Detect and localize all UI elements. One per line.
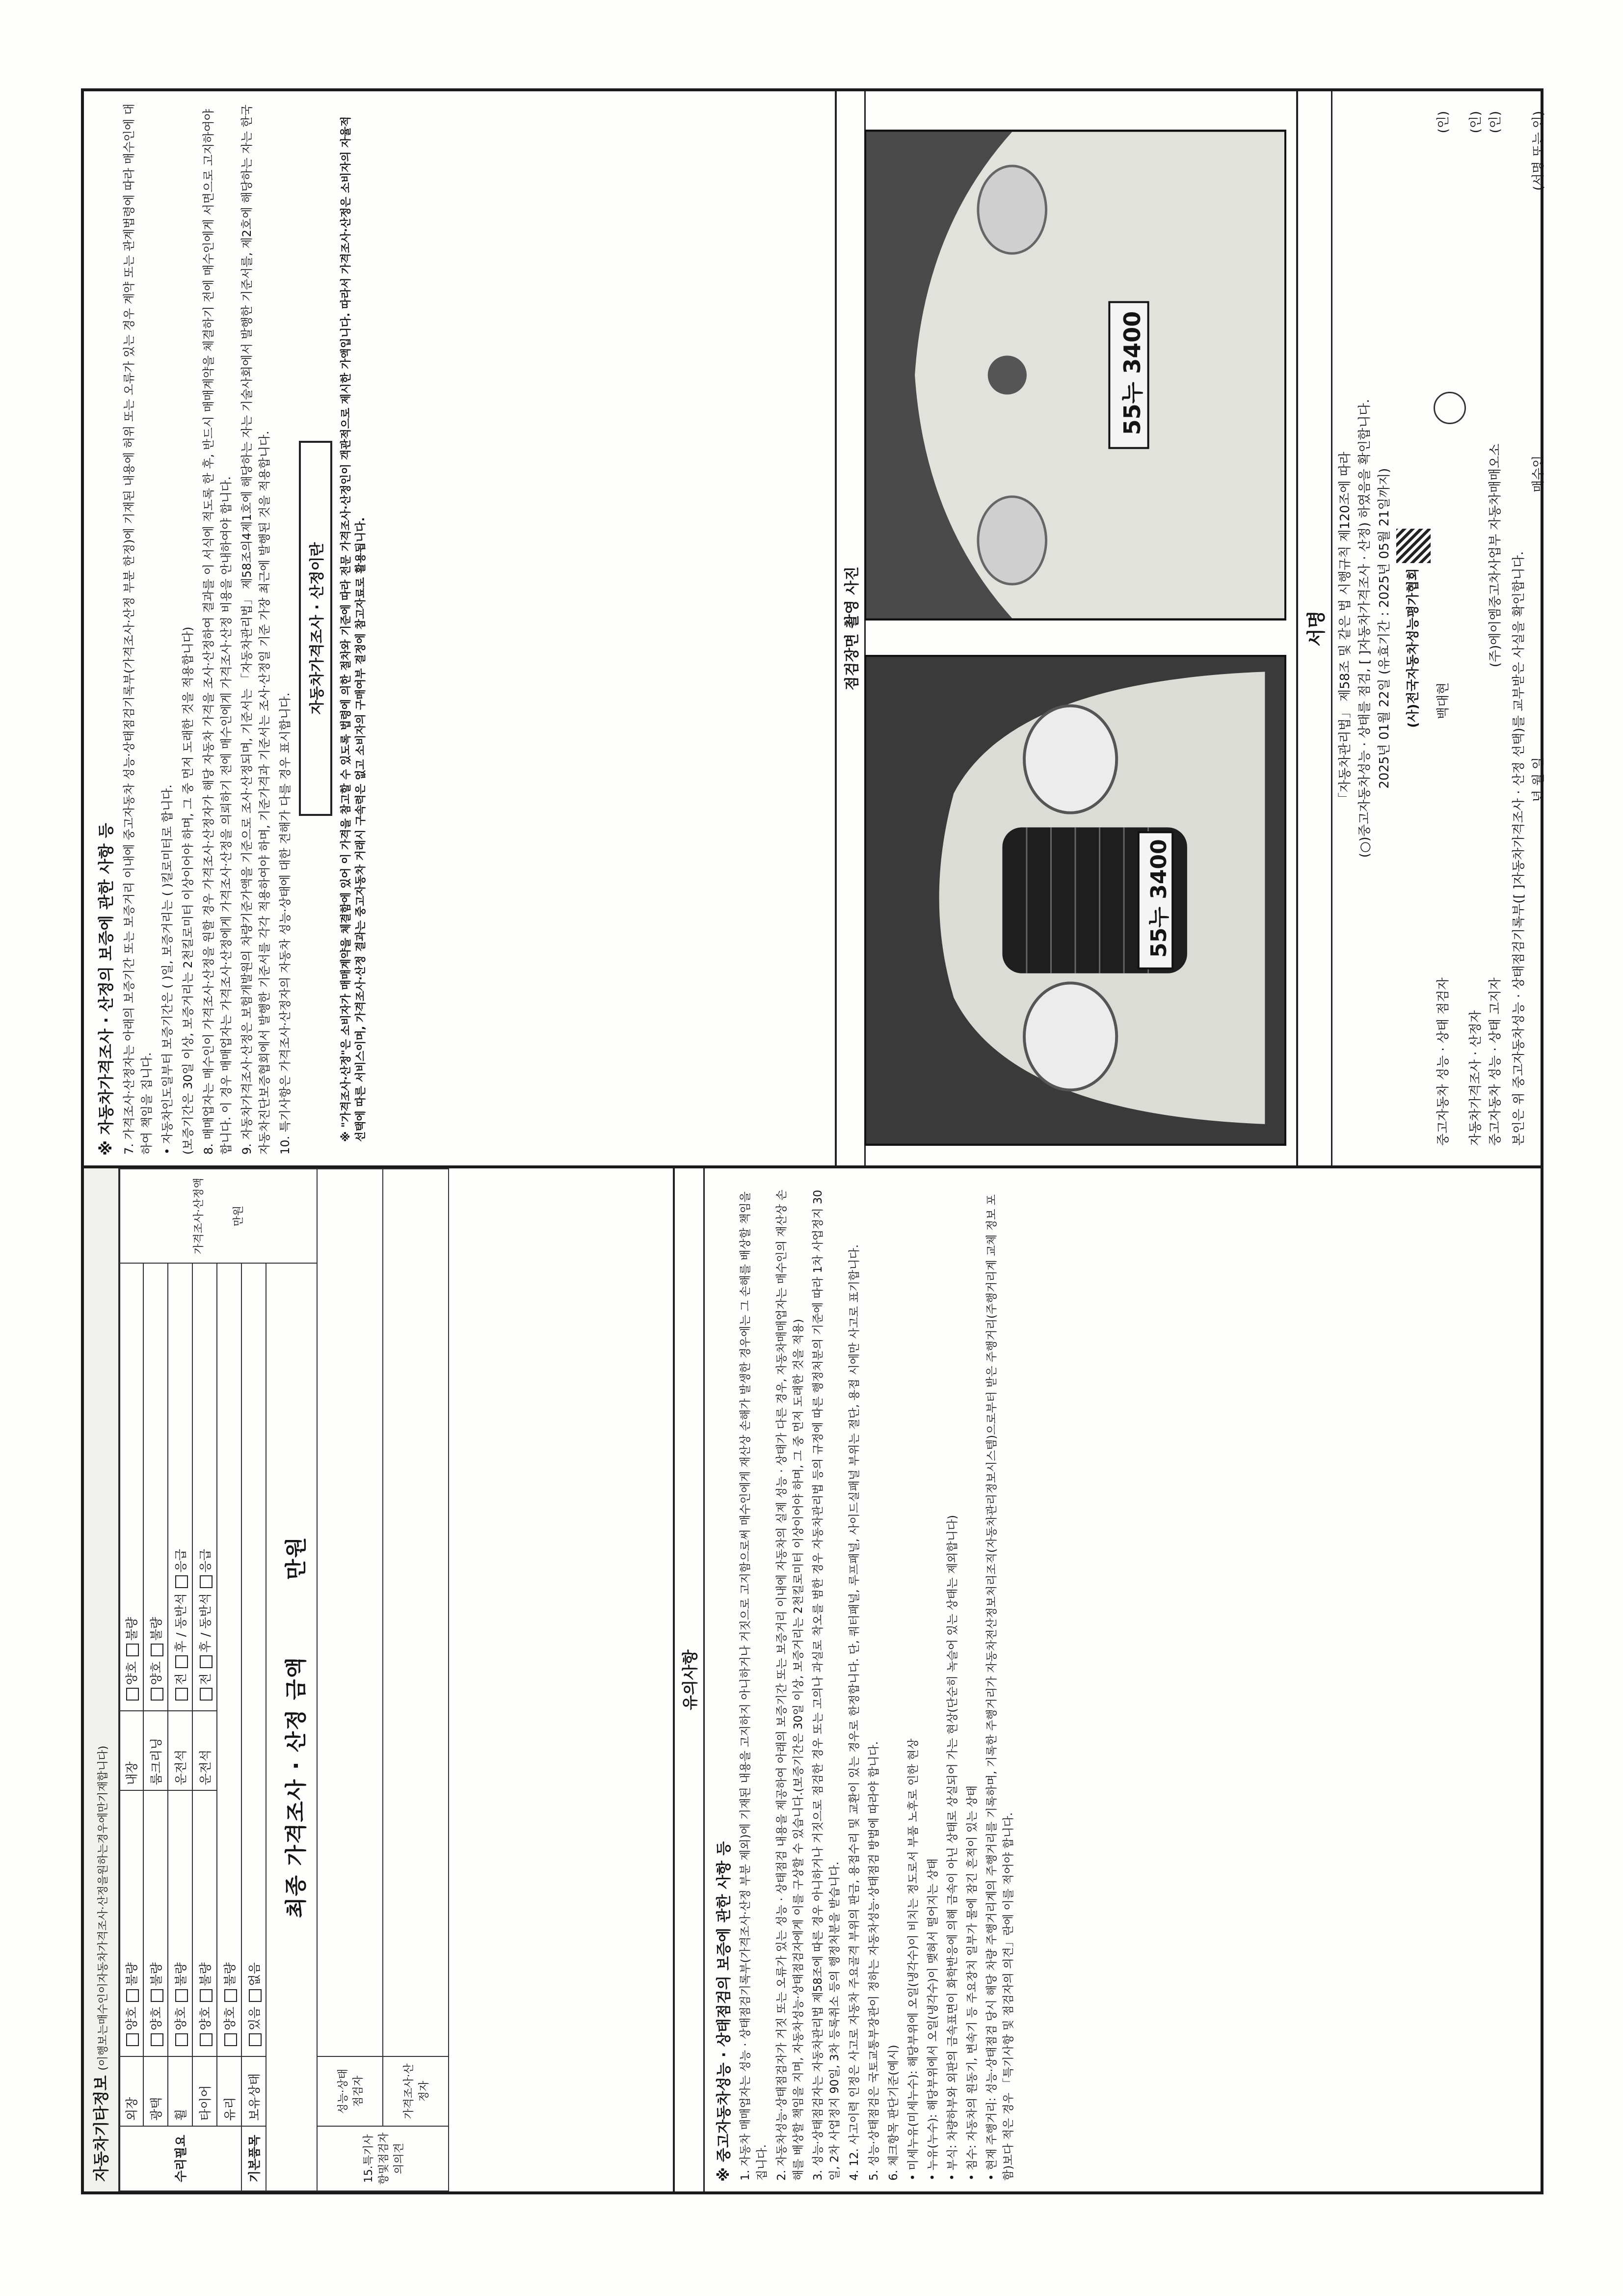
warranty-section-title: ※ 중고자동차성능 · 상태점검의 보증에 관한 사항 등	[716, 1841, 733, 2182]
stamp-icon	[1434, 392, 1466, 424]
checkbox[interactable]	[175, 1688, 188, 1701]
appraisal-list	[120, 102, 294, 1155]
checkbox[interactable]	[126, 1989, 139, 2002]
opt-cell: 전후 / 동반석응급	[192, 1263, 217, 1711]
front-photo-right	[864, 130, 1286, 621]
special-inspector: 성능·상태 점검자	[317, 2056, 383, 2126]
plate-left: 55누 3400	[1146, 839, 1171, 958]
item-possession: 보유상태	[241, 2056, 266, 2126]
role-notifier: 중고자동차 성능 · 상태 고지자	[1488, 977, 1503, 1146]
other-info-header	[84, 1168, 120, 2191]
special-appraiser-value	[383, 1169, 449, 2056]
left-panel	[84, 1165, 1541, 2191]
opt-cell	[241, 1263, 266, 2056]
opt-bad: 불량	[198, 1962, 213, 1986]
list-item: 5. 성능·상태점검은 국토교통부장관이 정하는 자동차성능·상태점검 방법에 따라야 합니다.	[868, 1741, 880, 2181]
item-driver-seat-2: 운전석	[192, 1711, 217, 1790]
opt-good: 양호	[149, 1661, 163, 1685]
opt-good: 양호	[174, 2006, 188, 2030]
role-inspector: 중고자동차 성능 · 상태 점검자	[1436, 977, 1451, 1146]
inspection-record-sheet	[81, 88, 1546, 2194]
checkbox[interactable]	[151, 1644, 163, 1656]
opt-yes: 있음	[247, 2006, 262, 2030]
caution-title: 유의사항	[673, 1168, 705, 2191]
checkbox[interactable]	[151, 1688, 163, 1701]
opt-tag: 동반석	[198, 1593, 213, 1629]
checkbox[interactable]	[249, 1989, 262, 2002]
sign-row-inspector	[1434, 111, 1466, 1146]
checkbox[interactable]	[175, 1575, 188, 1588]
checkbox[interactable]	[175, 1655, 188, 1668]
special-inspector-value	[317, 1169, 383, 2056]
opt-good: 양호	[223, 2006, 237, 2030]
company-name: (주)에이엠중고차사업부 자동차매매오소	[1488, 443, 1503, 668]
opt-cell	[143, 1790, 168, 2056]
checkbox[interactable]	[200, 1688, 213, 1701]
list-item: 1. 자동차 매매업자는 성능 · 상태점검기록부(가격조사·산정 부분 제외)에 기재된 내용을 고지하지 아니하거나 거짓으로 고지함으로써 매수인에게 재산상 손해가 발생한 경우에는 그 손해를 배상할 책임을 집니다.	[739, 1191, 769, 2181]
list-item: • 미세누유(미세누수): 해당부위에 오일(냉각수)이 비치는 정도로서 부품 노후로 인한 현상	[907, 1738, 920, 2181]
opt-bad: 불량	[125, 1962, 139, 1986]
item-polish: 광택	[143, 2056, 168, 2126]
signature-title: 서명	[1296, 91, 1332, 1165]
seal-1: (인)	[1436, 111, 1451, 134]
inspector-name: 백대현	[1436, 682, 1451, 720]
table-row	[119, 1169, 143, 2191]
checkbox[interactable]	[151, 1989, 163, 2002]
callout-title: 자동차가격조사 · 산정이란	[299, 441, 332, 816]
checkbox[interactable]	[126, 2033, 139, 2046]
car-front-photo	[866, 657, 1284, 1144]
opt-bad: 불량	[149, 1962, 163, 1986]
opt-good: 양호	[125, 1661, 139, 1685]
appraisal-section-title: ※ 자동차가격조사 · 산정의 보증에 관한 사항 등	[97, 823, 115, 1156]
opt-bad: 불량	[149, 1617, 163, 1641]
list-item: 6. 체크항목 판단기준(예시)	[887, 2045, 900, 2181]
checkbox[interactable]	[249, 2033, 262, 2046]
opt-bad: 불량	[125, 1617, 139, 1641]
checkbox[interactable]	[224, 1989, 237, 2002]
table-row	[168, 1169, 192, 2191]
buyer-row	[1529, 111, 1548, 1146]
car-hood-photo	[866, 132, 1284, 619]
special-appraiser: 가격조사·산정자	[383, 2056, 449, 2126]
item-tire: 타이어	[192, 2056, 217, 2126]
opt-cell	[217, 1263, 241, 2056]
opt-cell: 전후 / 동반석응급	[168, 1263, 192, 1711]
signature-block	[1335, 111, 1548, 1146]
list-item: • 침수: 자동차의 원동기, 변속기 등 주요장치 일부가 물에 잠긴 흔적이 있는 상태	[966, 1785, 979, 2181]
opt-bad: 불량	[174, 1962, 188, 1986]
price-header: 가격조사·산정액	[193, 1178, 205, 1254]
date-row: 년 월 일	[1531, 757, 1546, 802]
item-interior: 내장	[119, 1711, 143, 1790]
special-notes-label: 15.특기사항및점검자의의견	[317, 2126, 449, 2191]
caution-list	[737, 1179, 1017, 2181]
sign-org-row	[1396, 111, 1431, 1146]
opt-tag: 후	[174, 1641, 188, 1653]
item-glass: 유리	[217, 2056, 241, 2126]
item-wheel: 휠	[168, 2056, 192, 2126]
opt-tag: 응급	[198, 1549, 213, 1573]
opt-good: 양호	[198, 2006, 213, 2030]
list-item: • 부식: 차량하부와 외판의 금속표면이 화학반응에 의해 금속이 아닌 상태로 상실되어 가는 현상(단순히 녹슬어 있는 상태는 제외합니다)	[946, 1514, 959, 2181]
seal-2: (인)	[1468, 111, 1483, 134]
opt-cell	[119, 1790, 143, 2056]
list-item: (보증기간은 30일 이상, 보증거리는 2천킬로미터 이상이어야 하며, 그 중 먼저 도래한 것을 적용합니다)	[181, 626, 195, 1155]
final-price-unit: 만원	[284, 1536, 309, 1580]
opt-cell	[192, 1790, 217, 2056]
list-item: 3. 성능·상태점검자는 자동차관리법 제58조에 따른 경우 아니하거나 거짓으로 점검한 경우 또는 고의나 과실로 착오를 범한 경우 자동차관리법 등의 규정에 따른 행정처분의 기준에 따라 1차 사업정지 30일, 2차 사업정지 90일, 3차 등록취소 등의 행정처분을 받습니다.	[812, 1189, 841, 2181]
checkbox[interactable]	[200, 1989, 213, 2002]
callout-text: ※ "가격조사·산정"은 소비자가 매매계약을 체결함에 있어 이 가격을 참고할 수 있도록 법령에 의한 절차와 기준에 따라 전문 가격조사·산정인이 객관적으로 제시한 가액입니다. 따라서 가격조사·산정은 소비자의 자율적 선택에 따른 서비스이며, 가격조사·산정 결과는 중고자동차 거래시 구속력은 없고 소비자의 구매여부 결정에 참고자료로 활용됩니다.	[340, 116, 367, 1142]
list-item: 9. 자동차가격조사·산정은 보험개발원의 차량기준가액을 기준으로 조사·산정되며, 기준서는 「자동차관리법」 제58조의4제1호에 해당하는 자는 기술사회에서 발행한 기준서를, 제2호에 해당하는 자는 한국자동차진단보증협회에서 발행한 기준서를 각각 적용하여야 하며, 기준가격과 기준서는 조사·산정일 기준 가장 최근에 발행된 것을 적용합니다.	[240, 105, 271, 1155]
list-item: 7. 가격조사·산정자는 아래의 보증기간 또는 보증거리 이내에 중고자동차 성능·상태점검기록부(가격조사·산정 부분 한정)에 기재된 내용에 허위 또는 오류가 있는 경우 계약 또는 관계법령에 따라 매수인에 대하여 책임을 집니다.	[122, 103, 154, 1155]
sign-row-notifier	[1486, 111, 1505, 1146]
checkbox[interactable]	[126, 1644, 139, 1656]
sign-row-appraiser	[1466, 111, 1486, 1146]
final-price-cell	[266, 1263, 317, 2191]
list-item: 2. 자동차성능·상태점검자가 거짓 또는 오류가 있는 성능 · 상태점검 내용을 제공하여 아래의 보증기간 또는 보증거리 이내에 자동차의 실제 성능 · 상태가 다른 경우, 자동차매매업자는 매수인의 재산상 손해를 배상할 책임을 지며, 자동차성능·상태점검자에게 이를 구상할 수 있습니다.(보증기간은 30일 이상, 보증거리는 2천킬로미터 이상이어야 하며, 그 중 먼저 도래한 것을 적용)	[775, 1189, 805, 2181]
list-item: • 현재 주행거리: 성능·상태점검 당시 해당 차량 주행거리계의 주행거리를 기록하며, 기록한 주행거리가 자동차전산정보처리조직(자동차관리정보시스템)으로부터 받은 주행거리(주행거리계 교체 정보 포함)보다 적은 경우 「특기사항 및 점검자의 의견」란에 이를 적어야 합니다.	[985, 1194, 1015, 2181]
item-driver-seat: 운전석	[168, 1711, 192, 1790]
item-exterior: 외장	[119, 2056, 143, 2126]
opt-cell	[143, 1263, 168, 1711]
right-panel	[84, 91, 1546, 1165]
list-item: 8. 매매업자는 매수인이 가격조사·산정을 원할 경우 가격조사·산정자가 해당 자동차 가격을 조사·산정하여 결과를 이 서식에 적도록 한 후, 반드시 매매계약을 체결하기 전에 매수인에게 서면으로 고지하여야 합니다. 이 경우 매매업자는 가격조사·산정에게 가격조사·산정을 의뢰하기 전에 매수인에게 가격조사·산정 비용을 안내하여야 합니다.	[202, 109, 233, 1155]
checkbox[interactable]	[224, 2033, 237, 2046]
role-appraiser: 자동차가격조사 · 산정자	[1468, 1010, 1483, 1146]
table-row	[383, 1169, 449, 2191]
list-item: 4. 12. 사고이력 인정은 사고로 자동차 주요골격 부위의 판금, 용접수리 및 교환이 있는 경우로 한정합니다. 단, 쿼터패널, 루프패널, 사이드실패널 부위는 절단, 용접 시에만 사고로 표기합니다.	[848, 1244, 861, 2181]
opt-tag: 전	[198, 1673, 213, 1685]
plate-right: 55누 3400	[1119, 311, 1145, 435]
table-row	[266, 1169, 317, 2191]
org-name: (사)전국자동차성능평가협회	[1406, 568, 1421, 728]
opt-tag: 후	[198, 1641, 213, 1653]
confirm-line: 본인은 위 중고자동차성능 · 상태점검기록부([ ]자동차가격조사 · 산정 선택)를 교부받은 사실을 확인합니다.	[1512, 551, 1526, 1146]
table-row	[217, 1169, 241, 2191]
photo-caption: 점검장면 촬영 사진	[835, 91, 866, 1165]
sign-line-2: (○)중고자동차성능 · 상태를 점검, [ ]자동차가격조사 · 산정) 하였음을 확인합니다.	[1357, 399, 1372, 858]
repair-needed-label: 수리필요	[119, 2126, 241, 2191]
checkbox[interactable]	[151, 2033, 163, 2046]
list-item: • 자동차인도일부터 보증기간은 ( )일, 보증거리는 ( )킬로미터로 합니다.	[160, 784, 174, 1155]
checkbox[interactable]	[200, 1575, 213, 1588]
opt-tag: 응급	[174, 1549, 188, 1573]
table-row	[192, 1169, 217, 2191]
opt-bad: 불량	[223, 1962, 237, 1986]
table-row	[143, 1169, 168, 2191]
opt-no: 없음	[247, 1962, 262, 1986]
repair-table	[118, 1168, 449, 2191]
other-info-title: 자동차기타정보	[92, 2075, 110, 2182]
opt-tag: 전	[174, 1673, 188, 1685]
opt-cell	[119, 1263, 143, 1711]
buyer-label: 매수인	[1531, 455, 1546, 492]
caution-section	[673, 1168, 1020, 2191]
final-price-title: 최종 가격조사 · 산정 금액	[284, 1656, 309, 1918]
basic-items-label: 기본품목	[241, 2126, 266, 2191]
checkbox[interactable]	[175, 2033, 188, 2046]
other-info-note: (이행보는매수인이자동차가격조사·산정을원하는경우에만기재합니다)	[97, 1745, 109, 2071]
checkbox[interactable]	[175, 1989, 188, 2002]
checkbox[interactable]	[200, 2033, 213, 2046]
table-row	[241, 1169, 266, 2191]
sign-date: 2025년 01월 22일 (유효기간 : 2025년 05월 21일까지)	[1377, 468, 1392, 789]
buyer-sign: (서명 또는 인)	[1531, 111, 1546, 191]
checkbox[interactable]	[200, 1655, 213, 1668]
opt-good: 양호	[149, 2006, 163, 2030]
opt-cell	[168, 1790, 192, 2056]
opt-good: 양호	[125, 2006, 139, 2030]
list-item: 10. 특기사항은 가격조사·산정자의 자동차 성능·상태에 대한 견해가 다를 경우 표시합니다.	[278, 692, 292, 1155]
front-photo-left	[864, 655, 1286, 1146]
opt-tag: 동반석	[174, 1593, 188, 1629]
checkbox[interactable]	[126, 1688, 139, 1701]
seal-3: (인)	[1488, 111, 1503, 134]
qr-code-icon	[1396, 529, 1431, 563]
amount-unit: 만원	[233, 1205, 245, 1227]
table-row	[317, 1169, 383, 2191]
sign-line-1: 「자동차관리법」 제58조 및 같은 법 시행규칙 제120조에 따라	[1338, 452, 1353, 805]
price-col-header	[119, 1169, 317, 1263]
list-item: • 누유(누수): 해당부위에서 오일(냉각수)이 맺혀서 떨어지는 상태	[927, 1858, 939, 2181]
item-room-cleaning: 룸크리닝	[143, 1711, 168, 1790]
